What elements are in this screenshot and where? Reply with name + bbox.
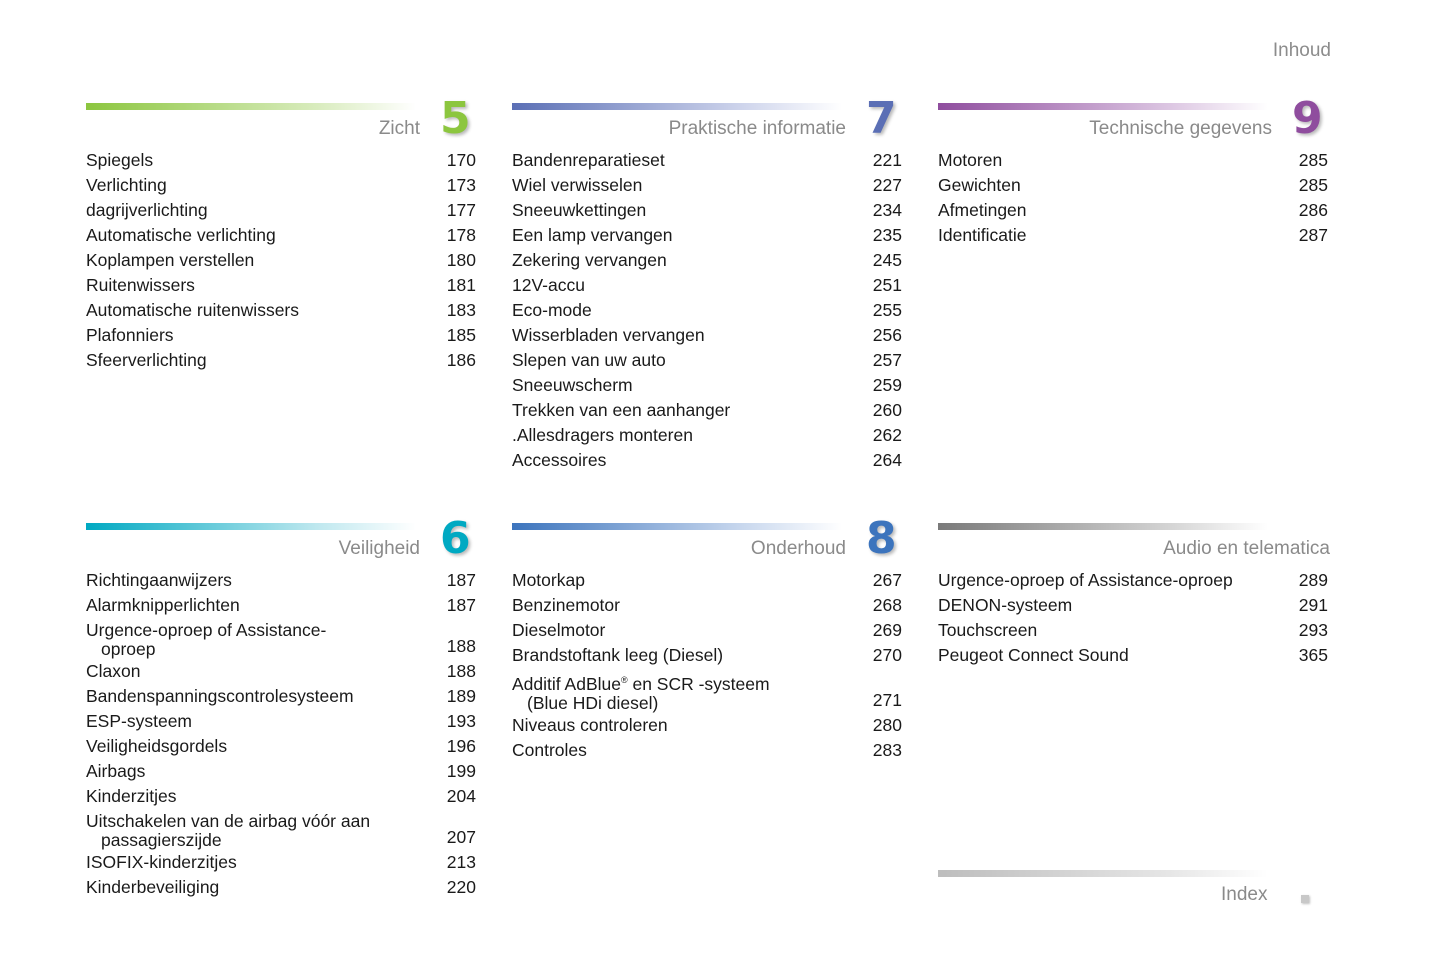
toc-item[interactable]: Plafonniers 185	[86, 325, 476, 345]
toc-item[interactable]: Gewichten 285	[938, 175, 1328, 195]
section-bar	[512, 523, 842, 530]
section-bar	[938, 103, 1268, 110]
index-bar	[938, 870, 1268, 877]
toc-item[interactable]: Brandstoftank leeg (Diesel) 270	[512, 645, 902, 665]
toc-item[interactable]: Automatische verlichting 178	[86, 225, 476, 245]
section-number[interactable]: 6	[440, 513, 471, 564]
toc-item[interactable]: Additif AdBlue® en SCR -systeem (Blue HDi diesel) 271	[512, 673, 902, 713]
section-title[interactable]: Audio en telematica	[1163, 538, 1330, 559]
toc-item[interactable]: Richtingaanwijzers 187	[86, 570, 476, 590]
toc-item[interactable]: Wiel verwisselen 227	[512, 175, 902, 195]
toc-item[interactable]: Wisserbladen vervangen 256	[512, 325, 902, 345]
toc-list	[938, 568, 1328, 668]
section-bar	[86, 103, 416, 110]
toc-item[interactable]: dagrijverlichting 177	[86, 200, 476, 220]
toc-list	[86, 568, 476, 900]
toc-item[interactable]: Slepen van uw auto 257	[512, 350, 902, 370]
index-link[interactable]: Index	[1221, 884, 1268, 905]
toc-item[interactable]: Afmetingen 286	[938, 200, 1328, 220]
toc-item[interactable]: Sneeuwscherm 259	[512, 375, 902, 395]
toc-item[interactable]: DENON-systeem 291	[938, 595, 1328, 615]
toc-item[interactable]: Sfeerverlichting 186	[86, 350, 476, 370]
toc-item[interactable]: Verlichting 173	[86, 175, 476, 195]
toc-item[interactable]: Uitschakelen van de airbag vóór aan passagierszijde 207	[86, 811, 476, 850]
toc-item[interactable]: Kinderbeveiliging 220	[86, 877, 476, 897]
section-title[interactable]: Onderhoud	[750, 538, 846, 559]
toc-item[interactable]: 12V-accu 251	[512, 275, 902, 295]
toc-item[interactable]: Airbags 199	[86, 761, 476, 781]
toc-item[interactable]: Spiegels 170	[86, 150, 476, 170]
toc-item[interactable]: ISOFIX-kinderzitjes 213	[86, 852, 476, 872]
toc-item[interactable]: Ruitenwissers 181	[86, 275, 476, 295]
toc-item[interactable]: Koplampen verstellen 180	[86, 250, 476, 270]
section-title[interactable]: Praktische informatie	[668, 118, 846, 139]
toc-item[interactable]: Touchscreen 293	[938, 620, 1328, 640]
toc-item[interactable]: Een lamp vervangen 235	[512, 225, 902, 245]
toc-item[interactable]: Eco-mode 255	[512, 300, 902, 320]
toc-item[interactable]: Controles 283	[512, 739, 902, 760]
section-bar	[938, 523, 1268, 530]
toc-item[interactable]: Motorkap 267	[512, 570, 902, 590]
toc-item[interactable]: ESP-systeem 193	[86, 711, 476, 731]
toc-item[interactable]: Urgence-oproep of Assistance-oproep 289	[938, 570, 1328, 590]
toc-item[interactable]: Niveaus controleren 280	[512, 714, 902, 735]
toc-item[interactable]: Urgence-oproep of Assistance- oproep 188	[86, 620, 476, 659]
section-bar	[512, 103, 842, 110]
page-title: Inhoud	[1272, 40, 1331, 61]
index-square-icon[interactable]	[1301, 895, 1309, 903]
toc-item[interactable]: Identificatie 287	[938, 225, 1328, 245]
section-title[interactable]: Technische gegevens	[1089, 118, 1272, 139]
section-number[interactable]: 8	[866, 513, 897, 564]
toc-item[interactable]: Peugeot Connect Sound 365	[938, 645, 1328, 665]
toc-item[interactable]: Accessoires 264	[512, 450, 902, 470]
toc-item[interactable]: Bandenspanningscontrolesysteem 189	[86, 686, 476, 706]
section-bar	[86, 523, 416, 530]
toc-item[interactable]: Claxon 188	[86, 661, 476, 681]
section-title[interactable]: Zicht	[378, 118, 420, 139]
toc-item[interactable]: Veiligheidsgordels 196	[86, 736, 476, 756]
section-title[interactable]: Veiligheid	[338, 538, 420, 559]
toc-item[interactable]: .Allesdragers monteren 262	[512, 425, 902, 445]
section-number[interactable]: 7	[866, 93, 897, 144]
toc-item[interactable]: Trekken van een aanhanger 260	[512, 400, 902, 420]
toc-item[interactable]: Alarmknipperlichten 187	[86, 595, 476, 615]
toc-item[interactable]: Automatische ruitenwissers 183	[86, 300, 476, 320]
toc-list	[512, 568, 902, 763]
toc-item[interactable]: Zekering vervangen 245	[512, 250, 902, 270]
toc-item[interactable]: Sneeuwkettingen 234	[512, 200, 902, 220]
toc-item[interactable]: Dieselmotor 269	[512, 620, 902, 640]
toc-list	[512, 148, 902, 473]
section-number[interactable]: 5	[440, 93, 471, 144]
toc-list	[938, 148, 1328, 248]
toc-item[interactable]: Bandenreparatieset 221	[512, 150, 902, 170]
section-number[interactable]: 9	[1292, 93, 1323, 144]
toc-item[interactable]: Motoren 285	[938, 150, 1328, 170]
toc-item[interactable]: Kinderzitjes 204	[86, 786, 476, 806]
toc-item[interactable]: Benzinemotor 268	[512, 595, 902, 615]
toc-list	[86, 148, 476, 373]
